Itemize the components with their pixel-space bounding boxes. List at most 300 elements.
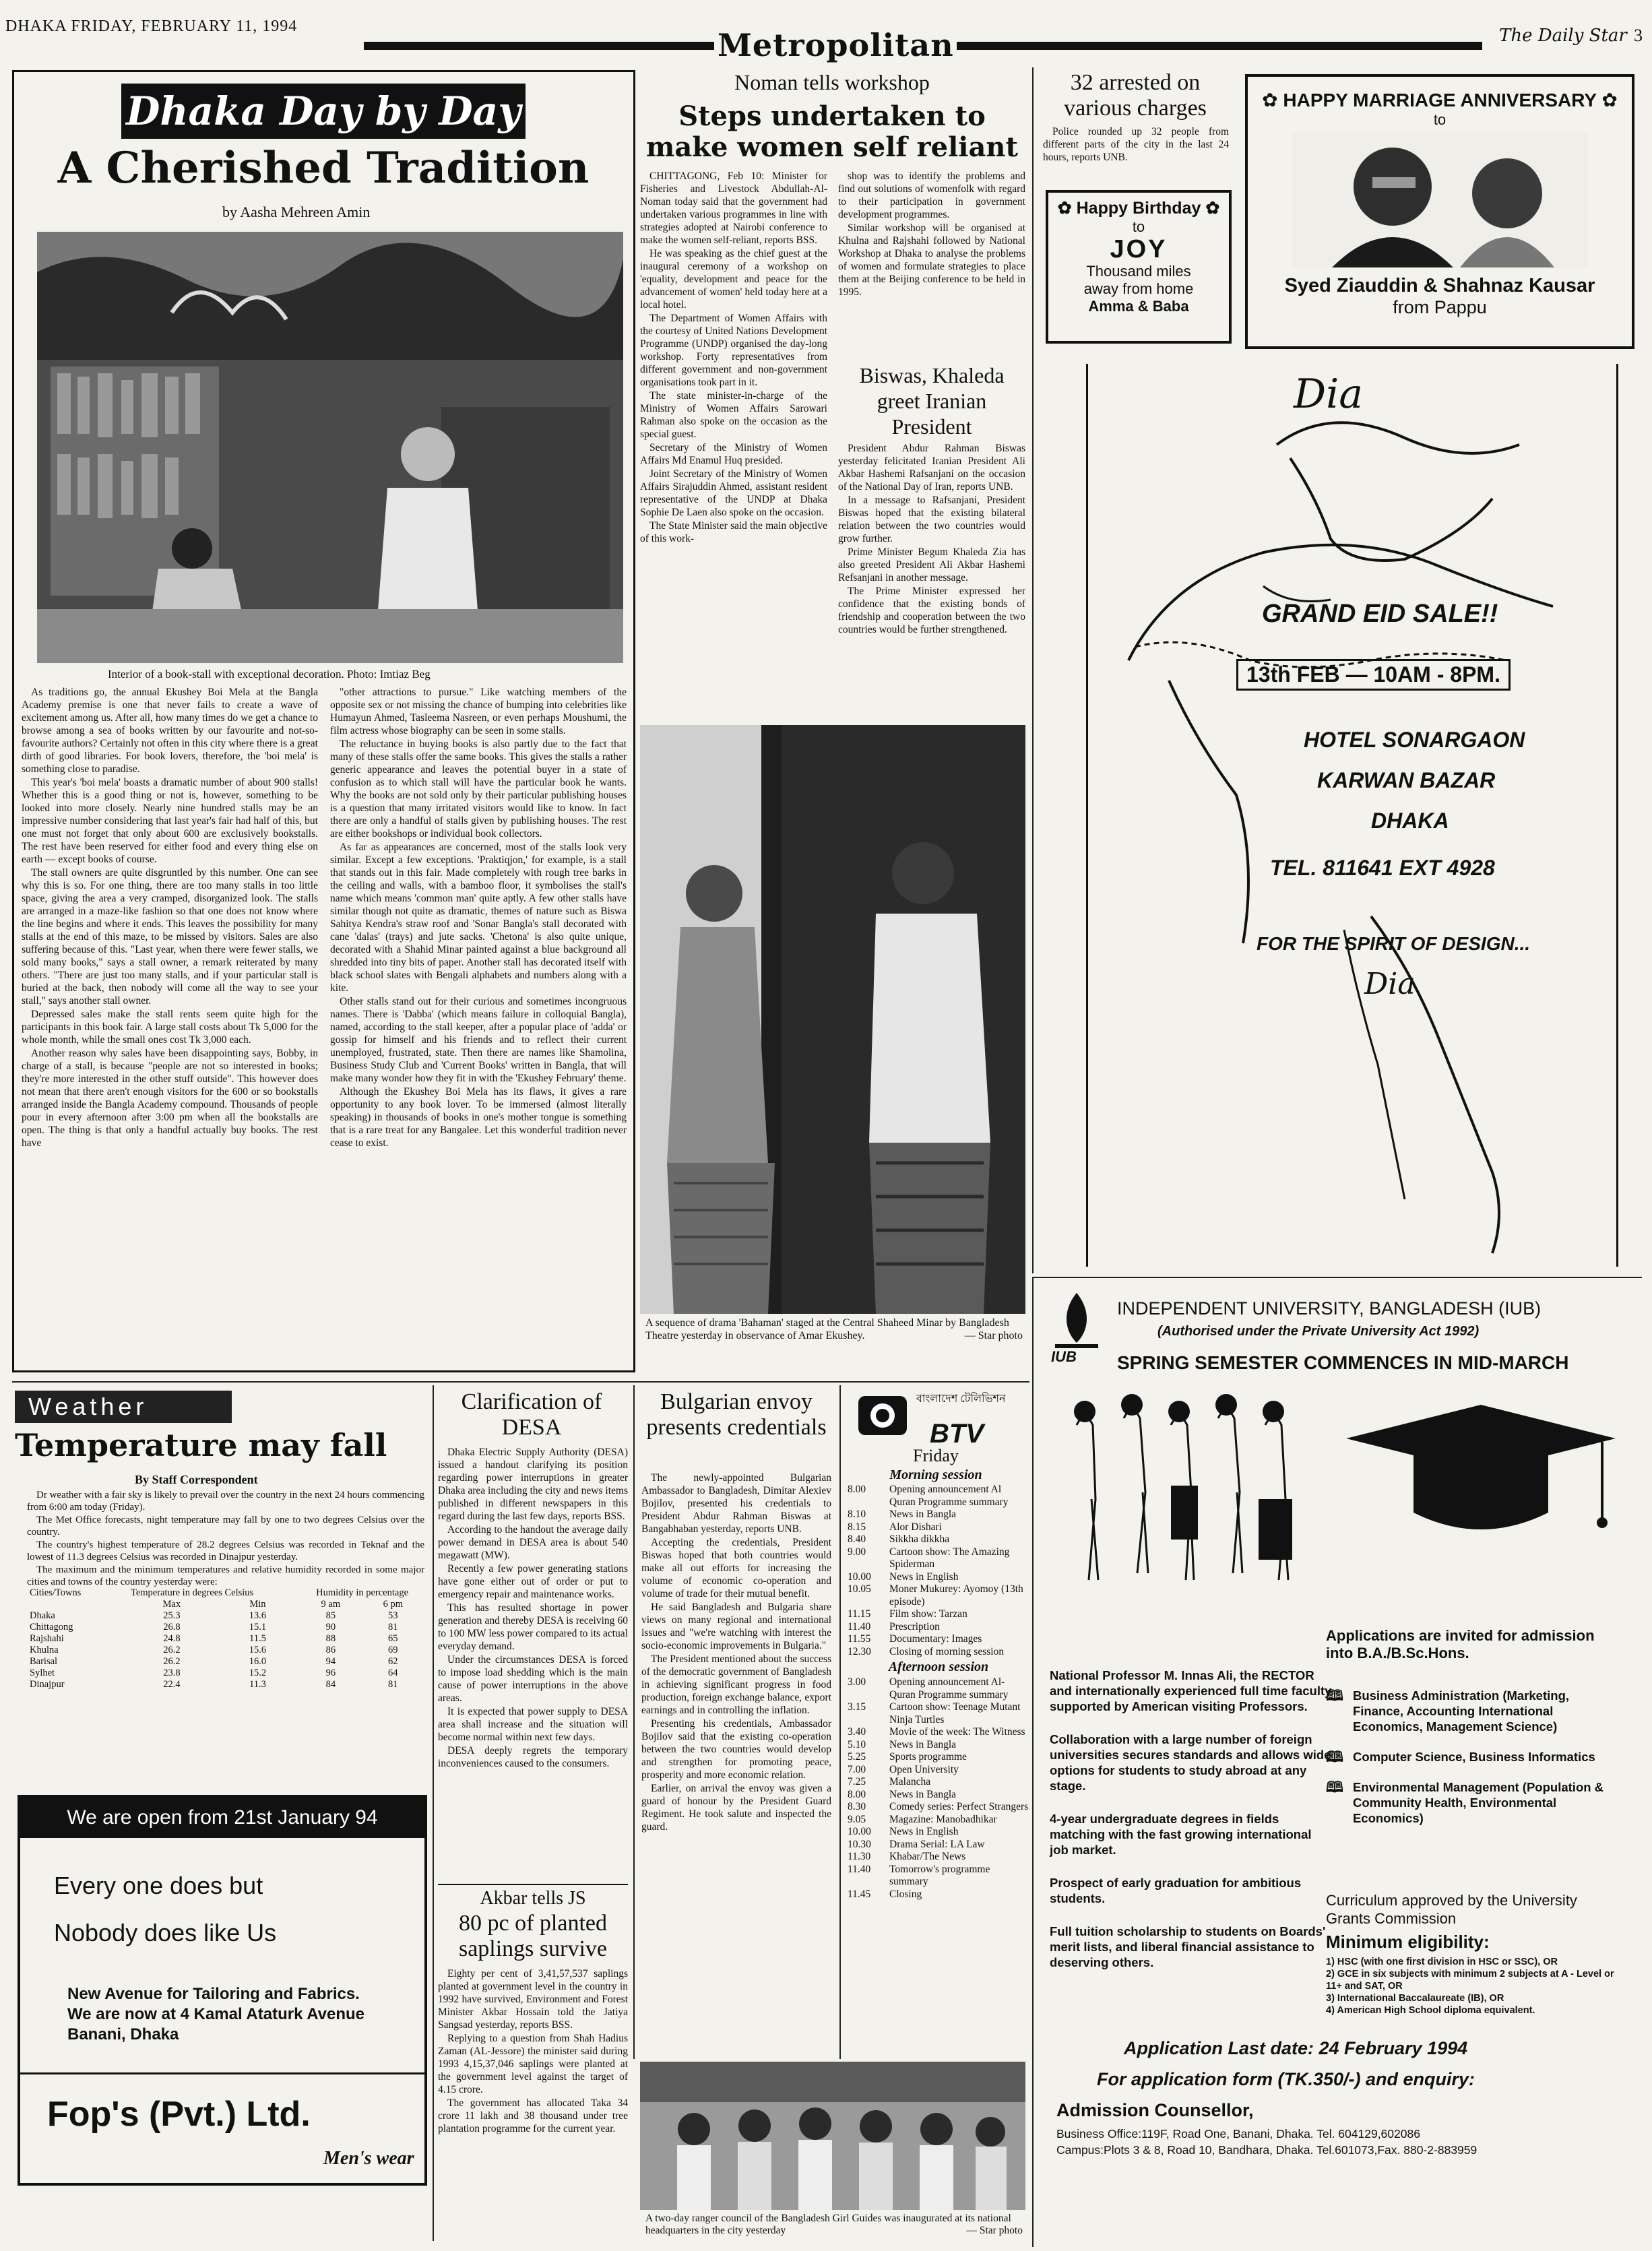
iub-left-column [1050, 1668, 1333, 1970]
feature-column-2 [330, 686, 627, 1150]
btv-program: Closing [889, 1888, 922, 1900]
btv-program: Prescription [889, 1620, 940, 1632]
women-c1-p1: CHITTAGONG, Feb 10: Minister for Fisheries and Livestock Abdullah-Al-Noman today said that the government had undertaken various programmes in line with strategies adopted at Nairobi conference to make the women self-reliant, reports BSS. [640, 170, 827, 246]
btv-time: 10.05 [848, 1583, 871, 1595]
masthead-rule-right [957, 42, 1482, 50]
list-item [848, 1509, 1029, 1521]
wx-cell: 26.2 [163, 1656, 181, 1667]
wx-cell: 81 [388, 1622, 398, 1632]
dia-sale: GRAND EID SALE!! [1262, 600, 1498, 628]
feature-banner [121, 84, 526, 139]
divider-desa [433, 1385, 434, 2241]
btv-time: 8.30 [848, 1801, 866, 1812]
iub-program-text: Environmental Management (Population & Community Health, Environmental Economics) [1352, 1780, 1604, 1825]
list-item: 2) GCE in six subjects with minimum 2 subjects at A - Level or 11+ and SAT, OR [1326, 1969, 1614, 1992]
wx-cell: Barisal [30, 1656, 58, 1667]
weather-title: Temperature may fall [15, 1427, 387, 1463]
iub-program-text: Computer Science, Business Informatics [1352, 1750, 1595, 1764]
wx-cell: 26.2 [163, 1645, 181, 1655]
wx-cell: 26.8 [163, 1622, 181, 1632]
btv-time: 8.40 [848, 1533, 866, 1545]
iub-ad [1043, 1283, 1636, 2240]
dateline: DHAKA FRIDAY, FEBRUARY 11, 1994 [5, 18, 298, 35]
feature-c1-p1: As traditions go, the annual Ekushey Boi Mela at the Bangla Academy premise is one that never fails to create a wave of excitement among us. After all, how many times do we get a chance to browse among a sea of books written by our favourite and not-so-favourite authors? Certainly not often in this city where there is a great dirth of good libraries. For book lovers, therefore, the 'boi mela' is something close to paradise. [22, 687, 318, 775]
btv-time: 7.00 [848, 1763, 866, 1775]
btv-program: Sikkha dikkha [889, 1533, 950, 1545]
btv-morning-list [848, 1484, 1029, 1901]
wx-cell: 84 [325, 1679, 336, 1690]
birthday-line-1: Thousand miles [1086, 263, 1191, 280]
birthday-to: to [1132, 218, 1145, 235]
btv-time: 11.30 [848, 1851, 871, 1862]
weather-body [27, 1489, 424, 1589]
desa-p5: Under the circumstances DESA is forced to impose load shedding which is the main cause of power interruptions in the above areas. [438, 1654, 628, 1704]
fops-addr-1: New Avenue for Tailoring and Fabrics. [67, 1985, 360, 2003]
btv-time: 11.45 [848, 1888, 871, 1900]
list-item [1326, 1688, 1622, 1734]
btv-time: 10.00 [848, 1571, 871, 1583]
wx-cell: Chittagong [30, 1622, 73, 1632]
students-illustration [1050, 1385, 1616, 1607]
btv-time: 8.10 [848, 1509, 866, 1520]
list-item: 1) HSC (with one first division in HSC or SSC), OR [1326, 1957, 1558, 1967]
list-item [848, 1726, 1029, 1739]
divider-btv [839, 1385, 841, 2059]
dia-logo: Dia [1294, 371, 1364, 418]
wx-cell: 15.1 [249, 1622, 267, 1632]
couple-photo [1292, 133, 1588, 267]
btv-time: 7.25 [848, 1776, 866, 1787]
iub-left-p2: Collaboration with a large number of foreign universities secures standards and allows wide options for students to study abroad at any stage. [1050, 1732, 1331, 1793]
birthday-ad [1046, 190, 1232, 344]
birthday-from: Amma & Baba [1088, 298, 1189, 315]
wx-sub-0 [27, 1599, 128, 1610]
flower-icon-right: ✿ [1205, 199, 1220, 218]
desa-title: Clarification of DESA [461, 1389, 602, 1440]
list-item [848, 1839, 1029, 1851]
wx-sub-6pm: 6 pm [383, 1599, 403, 1610]
page-number: 3 [1634, 26, 1643, 45]
list-item: 4) American High School diploma equivalent. [1326, 2005, 1535, 2016]
wx-sub-9am: 9 am [321, 1599, 341, 1610]
wx-cell: Dinajpur [30, 1679, 65, 1690]
wx-cell: 94 [325, 1656, 336, 1667]
bulgaria-p6: Earlier, on arrival the envoy was given a guard of honour by the President Guard Regiment. He took salute and inspected the guard. [641, 1783, 831, 1833]
women-c2-p2: Similar workshop will be organised at Khulna and Rajshahi followed by National Workshop at Dhaka to analyse the problems of women and formulate strategies to place them at the Beijing conference to be held in 1995. [838, 222, 1025, 298]
list-item [848, 1739, 1029, 1752]
feature-title: A Cherished Tradition [57, 143, 590, 193]
list-item [848, 1521, 1029, 1534]
list-item [848, 1801, 1029, 1814]
bookstall-photo-art [37, 232, 623, 663]
saplings-kicker: Akbar tells JS [438, 1884, 628, 1909]
btv-time: 5.25 [848, 1751, 866, 1763]
desa-p2: According to the handout the average daily power demand in DESA area is about 540 megawatt (MW). [438, 1524, 628, 1561]
iub-eligibility [1326, 1956, 1622, 2017]
anniversary-ad [1245, 74, 1634, 349]
drama-caption-text: A sequence of drama 'Bahaman' staged at the Central Shaheed Minar by Bangladesh Theatre yesterday in observance of Amar Ekushey. [645, 1317, 1009, 1341]
wx-cell: 24.8 [163, 1633, 181, 1644]
saplings-p1: Eighty per cent of 3,41,57,537 saplings planted at government level in the country in 1992 have survived, Environment and Forest Minister Akbar Hossain told the Jatiya Sangsad yesterday, reports BSS. [438, 1968, 628, 2031]
guides-photo-art [640, 2062, 1025, 2210]
wx-head-temp: Temperature in degrees Celsius [131, 1587, 254, 1598]
feature-c1-p5: Another reason why sales have been disappointing says, Bobby, in charge of a stall, is because "people are not so interested in books; they're more interested in the other stuff outside". This however does not mean that there aren't enough visitors for the 600 or so bookstalls arranged inside the Bangla Academy compound. Thousands of people pour in every afternoon after 3:00 pm when all the bookstalls are open. The thing is that only a handful actually buy books. The rest have [22, 1048, 318, 1149]
btv-time: 9.00 [848, 1546, 866, 1558]
dia-logo-small: Dia [1364, 967, 1416, 1001]
wx-cell: 53 [388, 1610, 398, 1621]
anniversary-names: Syed Ziauddin & Shahnaz Kausar [1284, 275, 1595, 296]
btv-program: Malancha [889, 1776, 931, 1787]
feature-column-1 [22, 686, 318, 1150]
btv-time: 9.05 [848, 1813, 866, 1825]
btv-logo [856, 1392, 1017, 1453]
btv-time: 3.15 [848, 1701, 866, 1713]
fops-addr-2: We are now at 4 Kamal Ataturk Avenue [67, 2005, 365, 2023]
women-c1-p3: The Department of Women Affairs with the courtesy of United Nations Development Programme (UNDP) organised the day-long workshop. Forty representatives from different government and non-government organisations took part in it. [640, 313, 827, 388]
fops-rule [20, 2072, 424, 2074]
list-item [848, 1583, 1029, 1608]
flower-icon: ✿ [1262, 90, 1278, 110]
btv-time: 8.00 [848, 1788, 866, 1800]
drama-caption-credit: — Star photo [964, 1330, 1023, 1341]
feature-c1-p2: This year's 'boi mela' boasts a dramatic number of about 900 stalls! Whether this is a good thing or not is, however, something to be looked into more closely. Nearly nine hundred stalls may be an impressive number considering that last year's fair had half of this, but one must not forget that only about 600 are exclusively bookstalls. The rest have been reserved for either food and every thing else on earth — except books of course. [22, 777, 318, 865]
saplings-p2: Replying to a question from Shah Hadius Zaman (AL-Jessore) the minister said during 1993 4,15,37,046 saplings were planted at the government level against the target of 4.15 crore. [438, 2033, 628, 2095]
masthead-rule-left [364, 42, 714, 50]
drama-photo [640, 725, 1025, 1314]
flower-icon: ✿ [1057, 199, 1072, 218]
list-item [848, 1633, 1029, 1646]
btv-time: 8.00 [848, 1484, 866, 1495]
btv-logo-bangla: বাংলাদেশ টেলিভিশন [916, 1393, 1006, 1405]
feature-banner-text: Dhaka Day by Day [126, 88, 521, 134]
wx-cell: 16.0 [249, 1656, 267, 1667]
wx-cell: Khulna [30, 1645, 59, 1655]
btv-time: 11.40 [848, 1863, 871, 1875]
btv-program: Alor Dishari [889, 1521, 942, 1533]
list-item [848, 1751, 1029, 1764]
table-row [27, 1656, 424, 1668]
birthday-name: JOY [1110, 235, 1168, 263]
btv-program: Cartoon show: Teenage Mutant Ninja Turtles [889, 1701, 1021, 1725]
divider-lower-left [12, 1381, 1029, 1383]
btv-time: 10.00 [848, 1826, 871, 1837]
btv-day: Friday [913, 1446, 959, 1465]
btv-program: Open University [889, 1763, 959, 1775]
wx-cell: 13.6 [249, 1610, 267, 1621]
feature-c2-p4: Other stalls stand out for their curious and sometimes incongruous names. There is 'Dabba' (which means failure in colloquial Bangla), named, according to the stall keeper, after a popular place of 'adda' or gossip for himself and his friends and to reflect their current unemployed, frustrated, state. Then there are names like Shamolina, Business Study Club and 'Current Books' written in Bangla, that will make many wonder how they fit in with the 'Ekushey February' theme. [330, 996, 627, 1084]
bookstall-caption: Interior of a book-stall with exceptional decoration. Photo: Imtiaz Beg [108, 668, 431, 680]
desa-body [438, 1446, 628, 1771]
fops-line-2: Nobody does like Us [54, 1919, 277, 1946]
feature-c2-p3: As far as appearances are concerned, most of the stalls look very similar. Except a few exceptions. 'Praktiqjon,' for example, is a stall that stands out in this fair. Made completely with rough tree barks in the ceiling and walls, with a bamboo floor, it symbolises the stall's name which means 'common man' quite aptly. A few other stalls have similar though not quite as dramatic, themes of nature such as Biswa Sahitya Kendra's straw roof and 'Sonar Bangla's stall decorated with cane 'dalas' (trays) and jute sacks. 'Chetona' is also quite unique, decorated with a Shahid Minar painted against a blue background all shredded into tiny bits of paper. Another stall has decorated itself with black school slates with Bengali alphabets and numbers along with a kite. [330, 842, 627, 994]
wx-cell: 90 [325, 1622, 336, 1632]
women-kicker: Noman tells workshop [734, 70, 930, 94]
list-item [848, 1546, 1029, 1571]
dia-venue-2: KARWAN BAZAR [1317, 768, 1496, 792]
btv-time: 3.00 [848, 1676, 866, 1688]
wx-cell: 11.3 [249, 1679, 266, 1690]
iub-curriculum: Curriculum approved by the University Grants Commission [1326, 1892, 1577, 1927]
anniversary-to: to [1433, 111, 1447, 128]
iub-left-p4: Prospect of early graduation for ambitious students. [1050, 1876, 1302, 1905]
feature-c1-p4: Depressed sales make the stall rents seem quite high for the participants in this book fair. A large stall costs about Tk 5,000 for the whole month, while the small ones cost Tk 3,000 each. [22, 1009, 318, 1046]
btv-program: Opening announcement Al-Quran Programme summary [889, 1676, 1009, 1701]
iub-last-date: Application Last date: 24 February 1994 [1124, 2038, 1468, 2058]
dia-slogan: FOR THE SPIRIT OF DESIGN... [1257, 933, 1531, 954]
feature-c2-p1: "other attractions to pursue." Like watching members of the opposite sex or not missing the chance of bumping into celebrities like Humayun Ahmed, Tasleema Nasreen, or even perhaps Moushumi, the film actress whose biography can be seen in some stalls. [330, 687, 627, 736]
wx-cell: Dhaka [30, 1610, 55, 1621]
btv-program: News in Bangla [889, 1509, 957, 1520]
anniversary-heading [1248, 89, 1632, 111]
iub-programs [1326, 1688, 1622, 1841]
women-c1-p5: Secretary of the Ministry of Women Affairs Md Enamul Huq presided. [640, 442, 827, 466]
btv-program: Sports programme [889, 1751, 967, 1763]
btv-program: Khabar/The News [889, 1851, 966, 1862]
list-item [1326, 1779, 1622, 1826]
drama-photo-art [640, 725, 1025, 1314]
table-row [27, 1679, 424, 1690]
fops-addr-3: Banani, Dhaka [67, 2025, 179, 2043]
btv-time: 8.15 [848, 1521, 866, 1533]
table-row [27, 1633, 424, 1645]
fops-ad [18, 1795, 427, 2186]
weather-byline: By Staff Correspondent [135, 1473, 258, 1486]
list-item [1326, 1749, 1622, 1765]
btv-program: Documentary: Images [889, 1633, 982, 1645]
paper-name: The Daily Star [1499, 26, 1627, 46]
wx-cell: Sylhet [30, 1668, 55, 1678]
list-item [848, 1889, 1029, 1901]
wx-cell: 22.4 [163, 1679, 181, 1690]
desa-p1: Dhaka Electric Supply Authority (DESA) issued a handout clarifying its position regarding power interruptions in greater Dhaka area including the city and news items published in different newspapers in this regard during the last few days, reports BSS. [438, 1447, 628, 1522]
iub-left-p5: Full tuition scholarship to students on Boards' merit lists, and liberal financial assistance to deserving others. [1050, 1924, 1326, 1969]
list-item [848, 1608, 1029, 1621]
bulgaria-body [641, 1471, 831, 1834]
bulgaria-p4: The President mentioned about the success of the democratic government of Bangladesh in achieving significant progress in food production, foreign exchange balance, export earnings and in controlling the inflation. [641, 1653, 831, 1716]
iub-left-p3: 4-year undergraduate degrees in fields matching with the fast growing international job market. [1050, 1812, 1312, 1857]
fops-tag: Men's wear [323, 2148, 414, 2169]
dia-dress-sketch [1088, 364, 1620, 1267]
wx-cell: 64 [388, 1668, 398, 1678]
guides-caption-text: A two-day ranger council of the Bangladesh Girl Guides was inaugurated at its national headquarters in the city yesterday [645, 2213, 1011, 2236]
btv-logo-text: BTV [930, 1419, 984, 1449]
weather-p4: The maximum and the minimum temperatures and relative humidity recorded in some major cities and towns of the country yesterday were: [27, 1564, 424, 1587]
women-c2-p1: shop was to identify the problems and find out solutions of womenfolk with regard to their participation in government development programmes. [838, 170, 1025, 220]
btv-time: 12.30 [848, 1645, 871, 1657]
flower-icon-right: ✿ [1601, 90, 1618, 110]
btv-time: 11.15 [848, 1608, 871, 1620]
women-c1-p4: The state minister-in-charge of the Ministry of Women Affairs Sarowari Rahman also spoke on the occasion as the special guest. [640, 390, 827, 440]
women-column-2 [838, 170, 1025, 299]
wx-head-city: Cities/Towns [30, 1587, 82, 1598]
iub-headline: SPRING SEMESTER COMMENCES IN MID-MARCH [1117, 1352, 1569, 1373]
list-item [848, 1484, 1029, 1509]
dia-when: 13th FEB — 10AM - 8PM. [1236, 659, 1511, 691]
iub-sub: (Authorised under the Private University Act 1992) [1157, 1324, 1480, 1339]
list-item [848, 1533, 1029, 1546]
wx-cell: 25.3 [163, 1610, 181, 1621]
table-row [27, 1668, 424, 1679]
iran-body [838, 442, 1025, 637]
dia-tel: TEL. 811641 EXT 4928 [1270, 856, 1495, 880]
btv-program: News in Bangla [889, 1738, 957, 1750]
feature-c2-p5: Although the Ekushey Boi Mela has its flaws, it gives a rare opportunity to any book lover. To be immersed (almost literally speaking) in thousands of books in one's mother tongue is something that is a rare treat for any Bangalee. Let this wonderful tradition never cease to exist. [330, 1086, 627, 1149]
guides-caption-credit: — Star photo [966, 2225, 1023, 2236]
wx-sub-max: Max [162, 1599, 181, 1610]
iran-title: Biswas, Khaleda greet Iranian President [859, 363, 1005, 439]
iran-p3: Prime Minister Begum Khaleda Zia has also greeted President Ali Akbar Hashemi Refsanjani in another message. [838, 546, 1025, 583]
btv-afternoon-label: Afternoon session [888, 1659, 989, 1674]
btv-program: Cartoon show: The Amazing Spiderman [889, 1546, 1010, 1570]
btv-program: Drama Serial: LA Law [889, 1838, 985, 1850]
birthday-heading-text: Happy Birthday [1076, 199, 1201, 218]
bulgaria-p3: He said Bangladesh and Bulgaria share views on many regional and international issues and "we're watching with interest the socio-economic improvements in Bulgaria." [641, 1602, 831, 1651]
wx-cell: 85 [325, 1610, 336, 1621]
tv-icon [856, 1392, 910, 1439]
divider-bulgaria [633, 1385, 635, 2059]
wx-cell: 88 [325, 1633, 336, 1644]
birthday-line-2: away from home [1083, 280, 1194, 297]
table-row [27, 1622, 424, 1633]
saplings-p3: The government has allocated Taka 34 crore 11 lakh and 38 thousand under tree plantation programme for the current year. [438, 2097, 628, 2134]
dia-ad [1086, 364, 1618, 1267]
desa-p7: DESA deeply regrets the temporary inconveniences caused to the consumers. [438, 1745, 628, 1769]
wx-cell: 23.8 [163, 1668, 181, 1678]
list-item [848, 1814, 1029, 1827]
weather-table [27, 1587, 424, 1690]
list-item: 3) International Baccalaureate (IB), OR [1326, 1993, 1504, 2004]
wx-cell: 15.6 [249, 1645, 267, 1655]
wx-cell: 65 [388, 1633, 398, 1644]
iub-apply: Applications are invited for admission into B.A./B.Sc.Hons. [1326, 1627, 1595, 1661]
iub-addr-1: Business Office:119F, Road One, Banani, Dhaka. Tel. 604129,602086 [1056, 2127, 1420, 2141]
wx-cell: 11.5 [249, 1633, 266, 1644]
weather-banner [15, 1391, 232, 1423]
list-item [848, 1826, 1029, 1839]
saplings-body [438, 1967, 628, 2136]
weather-p3: The country's highest temperature of 28.2 degrees Celsius was recorded in Teknaf and the lowest of 11.3 degrees Celsius was recorded in Dinajpur yesterday. [27, 1540, 424, 1562]
arrests-body [1043, 125, 1229, 164]
desa-p3: Recently a few power generating stations have gone either out of order or put to emergency repair and maintenance works. [438, 1563, 628, 1600]
divider-iub-top [1032, 1277, 1642, 1278]
bulgaria-p5: Presenting his credentials, Ambassador Bojilov said that the existing co-operation between the two countries would develop and strengthen for promoting peace, prosperity and more economic relation. [641, 1718, 831, 1781]
women-column-1 [640, 170, 827, 546]
btv-program: News in English [889, 1571, 959, 1583]
divider-arrests [1032, 67, 1034, 1273]
divider-iub [1032, 1277, 1034, 2247]
wx-cell: 69 [388, 1645, 398, 1655]
iub-office: Admission Counsellor, [1056, 2100, 1254, 2120]
iran-p1: President Abdur Rahman Biswas yesterday felicitated Iranian President Ali Akbar Hashemi Rafsanjani on the occasion of the National Day of Iran, reports UNB. [838, 443, 1025, 493]
book-icon: 🕮 [1326, 1748, 1343, 1765]
list-item [848, 1646, 1029, 1659]
btv-program: Film show: Tarzan [889, 1608, 967, 1620]
feature-c1-p3: The stall owners are quite disgruntled by this number. One can see why this is so. For one thing, there are too many stalls in too little space, giving the area a very cramped, disorganized look. The stalls are arranged in a maze-like fashion so that one does not know where the line begins and where it ends. This leaves the possibility for many stalls at the end of this maze, to be missed by visitors. Sales are also suffering because of this. "Last year, when there were fewer stalls, we sold many books," says a stall owner, a remark reiterated by many others. "There are just too many stalls, and if your particular stall is buried at the back, then nobody will come all the way to see your stall," says another stall owner. [22, 867, 318, 1007]
btv-program: Closing of morning session [889, 1645, 1005, 1657]
women-c1-p6: Joint Secretary of the Ministry of Women Affairs Sirajuddin Ahmed, assistant resident representative of the UNDP at Dhaka Sophie De Laen also spoke on the occasion. [640, 468, 827, 518]
wx-cell: 62 [388, 1656, 398, 1667]
saplings-title: 80 pc of planted saplings survive [458, 1911, 608, 1961]
wx-cell: 81 [388, 1679, 398, 1690]
weather-banner-text: Weather [28, 1393, 148, 1420]
list-item [848, 1764, 1029, 1777]
btv-time: 11.55 [848, 1633, 871, 1645]
fops-banner [20, 1798, 424, 1838]
weather-p2: The Met Office forecasts, night temperature may fall by one to two degrees Celsius over the country. [27, 1515, 424, 1537]
weather-p1: Dr weather with a fair sky is likely to prevail over the country in the next 24 hours commencing from 6:00 am today (Friday). [27, 1490, 424, 1513]
list-item [848, 1789, 1029, 1802]
btv-time: 10.30 [848, 1838, 871, 1850]
btv-program: Movie of the week: The Witness [889, 1726, 1025, 1738]
list-item [848, 1676, 1029, 1701]
iub-min-label: Minimum eligibility: [1326, 1932, 1490, 1952]
bookstall-photo [37, 232, 623, 663]
list-item [848, 1776, 1029, 1789]
anniversary-from: from Pappu [1393, 297, 1487, 317]
btv-time: 3.40 [848, 1726, 866, 1738]
btv-program: Comedy series: Perfect Strangers [889, 1801, 1029, 1812]
women-c1-p7: The State Minister said the main objective of this work- [640, 520, 827, 544]
book-icon: 🕮 [1326, 1779, 1343, 1796]
bulgaria-p1: The newly-appointed Bulgarian Ambassador to Bangladesh, Dimitar Alexiev Bojilov, presented his credentials to President Abdur Rahman Biswas at Bangabhaban yesterday, reports UNB. [641, 1472, 831, 1535]
table-row [27, 1610, 424, 1622]
list-item [848, 1571, 1029, 1584]
fops-name: Fop's (Pvt.) Ltd. [47, 2095, 311, 2134]
guides-photo [640, 2062, 1025, 2210]
fops-line-1: Every one does but [54, 1872, 263, 1899]
list-item [848, 1621, 1029, 1634]
iran-p4: The Prime Minister expressed her confidence that the existing bonds of friendship and cooperation between the two countries would be further strengthened. [838, 585, 1025, 635]
feature-c2-p2: The reluctance in buying books is also partly due to the fact that many of these stalls offer the same books. This gives the stalls a rather generic appearance and leaves the potential buyer in a state of confusion as to which stall will have the particular book he wants. Why the books are not sold only by their particular publishing houses is a question that many irritated visitors would like to know. In fact there are only a handful of stalls given by publishing houses. The rest are either bookshops or individual book collectors. [330, 738, 627, 839]
btv-program: Opening announcement Al Quran Programme summary [889, 1484, 1009, 1508]
women-title: Steps undertaken to make women self reliant [646, 100, 1018, 163]
list-item [848, 1701, 1029, 1726]
drama-caption [645, 1317, 1023, 1342]
btv-program: Tomorrow's programme summary [889, 1863, 990, 1887]
iub-form: For application form (TK.350/-) and enquiry: [1097, 2069, 1475, 2089]
arrests-title: 32 arrested on various charges [1064, 70, 1207, 121]
wx-sub-min: Min [249, 1599, 266, 1610]
wx-cell: 96 [325, 1668, 336, 1678]
btv-program: Moner Mukurey: Ayomoy (13th episode) [889, 1583, 1023, 1608]
book-icon: 🕮 [1326, 1687, 1343, 1704]
guides-caption [645, 2213, 1023, 2237]
dia-venue-3: DHAKA [1371, 809, 1449, 833]
table-row [27, 1645, 424, 1656]
birthday-heading [1048, 198, 1229, 218]
masthead [0, 0, 1652, 61]
wx-head-humidity: Humidity in percentage [316, 1587, 409, 1598]
list-item [848, 1851, 1029, 1864]
iub-logo-text: IUB [1051, 1348, 1077, 1365]
iub-name: INDEPENDENT UNIVERSITY, BANGLADESH (IUB) [1117, 1298, 1542, 1319]
bulgaria-title: Bulgarian envoy presents credentials [646, 1389, 827, 1440]
btv-program: News in English [889, 1826, 959, 1837]
btv-program: Magazine: Manobadhikar [889, 1813, 997, 1825]
btv-time: 11.40 [848, 1620, 871, 1632]
dia-venue-1: HOTEL SONARGAON [1304, 728, 1525, 752]
iub-left-p1: National Professor M. Innas Ali, the RECTOR and internationally experienced full time faculty supported by American visiting Professors. [1050, 1668, 1332, 1713]
wx-cell: 86 [325, 1645, 336, 1655]
iran-p2: In a message to Rafsanjani, President Biswas hoped that the existing bilateral relation between the two countries would grow further. [838, 495, 1025, 544]
bulgaria-p2: Accepting the credentials, President Biswas hoped that both countries would make all out efforts for increasing the volume of economic co-operation and volume of trade for their mutual benefit. [641, 1537, 831, 1599]
iub-addr-2: Campus:Plots 3 & 8, Road 10, Bandhara, Dhaka. Tel.601073,Fax. 880-2-883959 [1056, 2143, 1478, 2157]
list-item [848, 1864, 1029, 1889]
wx-cell: Rajshahi [30, 1633, 64, 1644]
desa-p6: It is expected that power supply to DESA area shall increase and the situation will become normal within next few days. [438, 1706, 628, 1743]
feature-byline: by Aasha Mehreen Amin [222, 203, 371, 220]
btv-program: News in Bangla [889, 1788, 957, 1800]
